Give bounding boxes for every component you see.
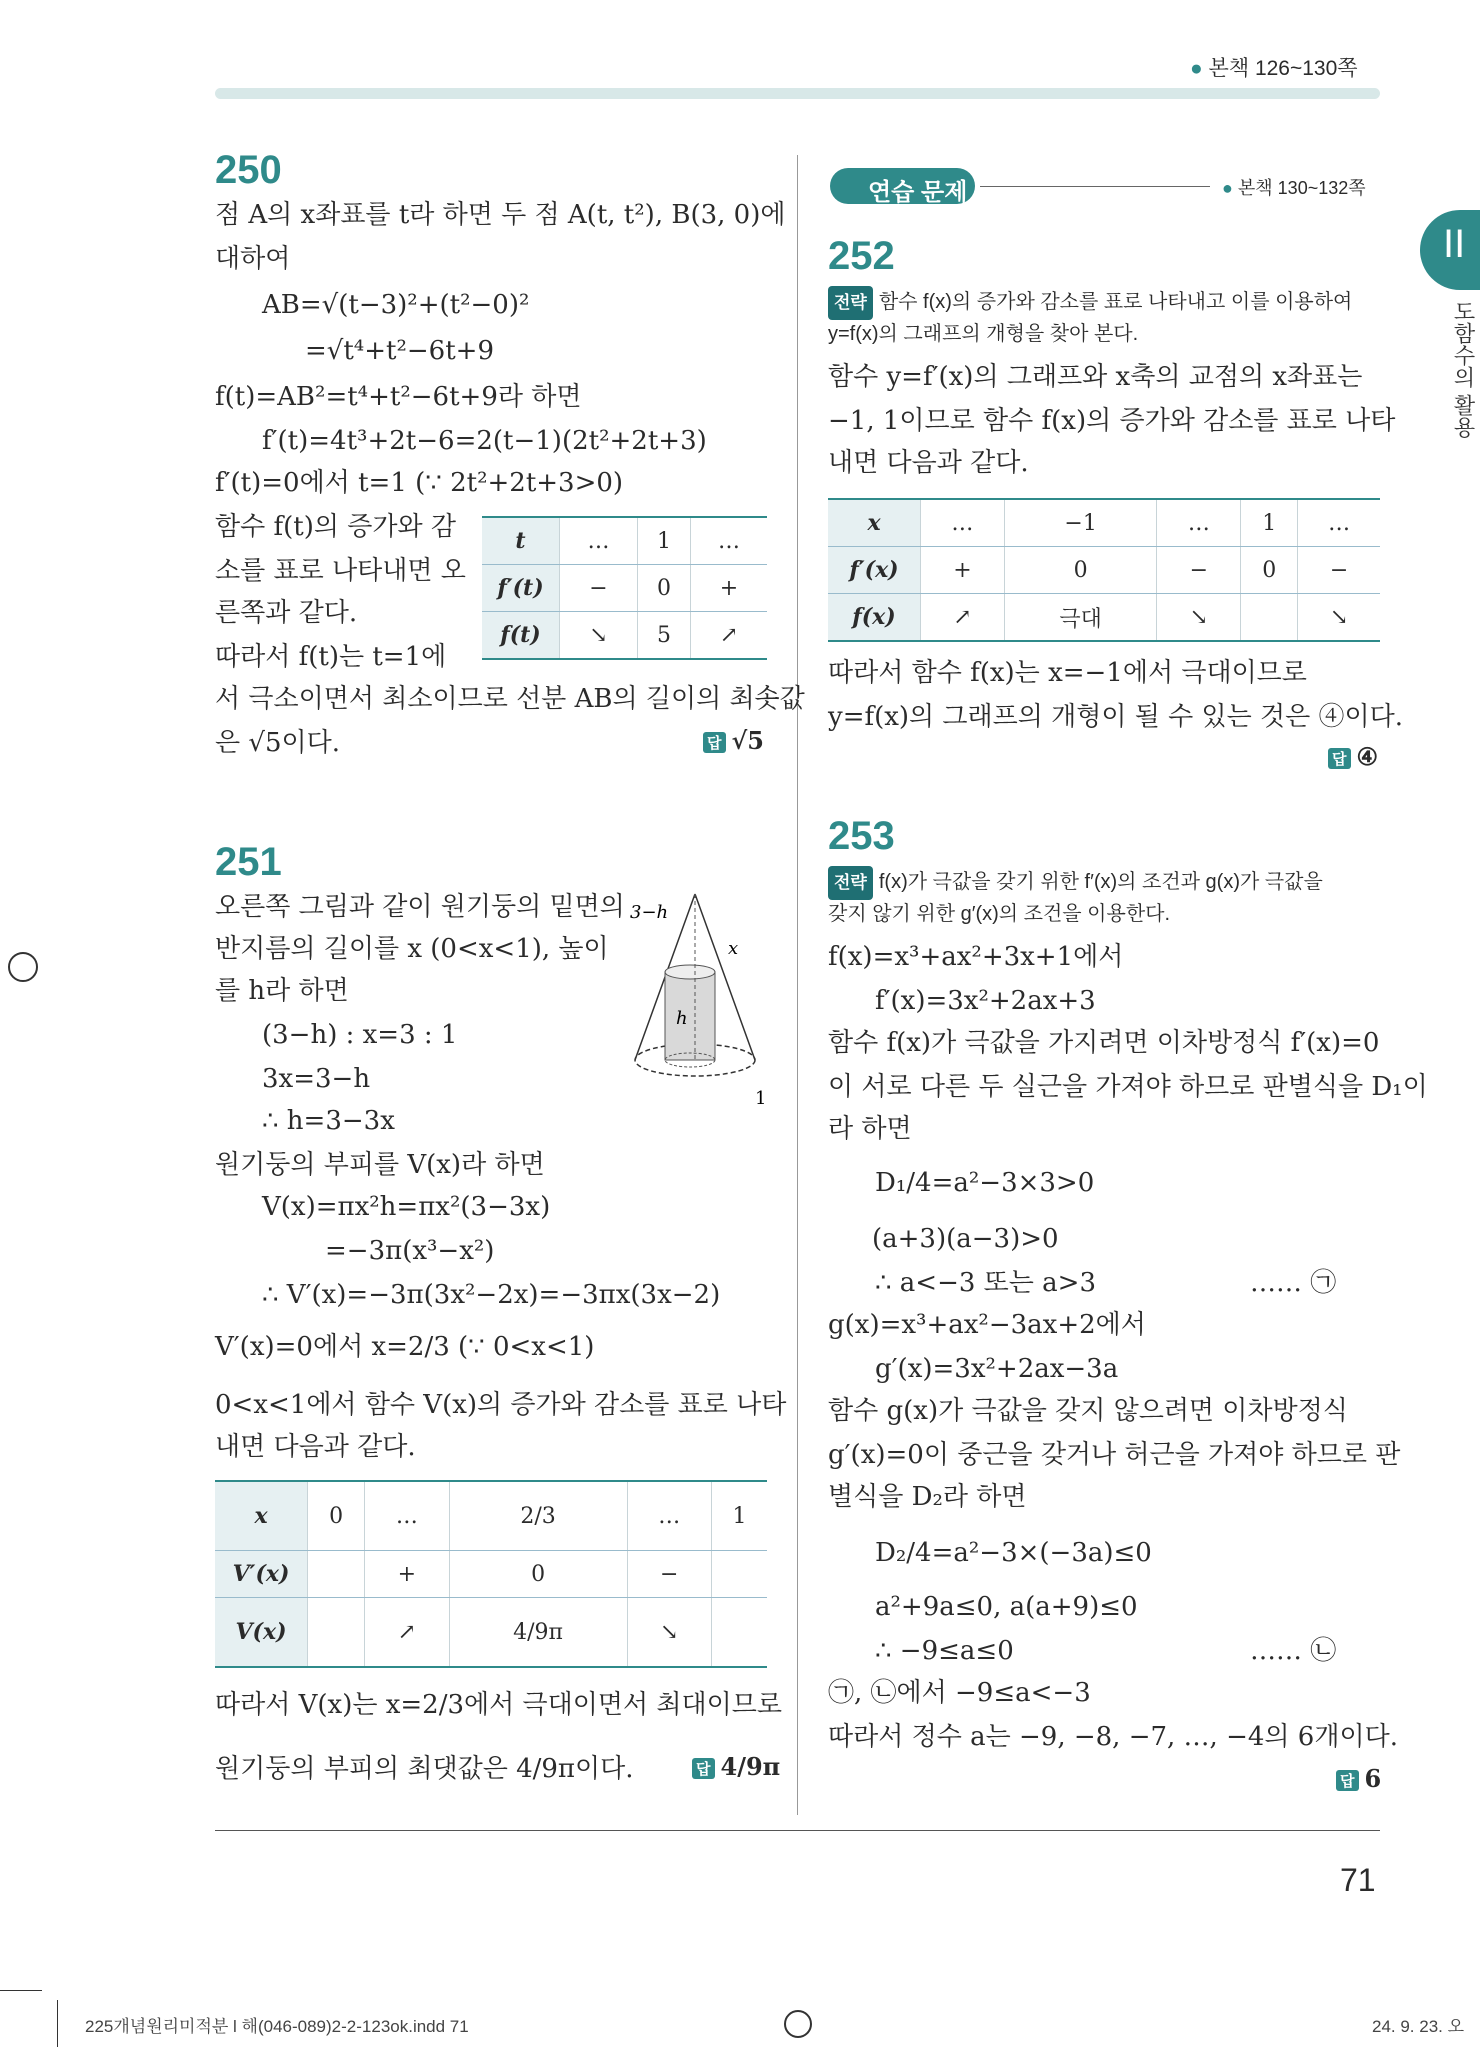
cone-cylinder-figure — [620, 882, 780, 1112]
bullet-icon: ● — [1222, 178, 1233, 198]
table-cell: V(x) — [215, 1598, 308, 1668]
table-cell: −1 — [1004, 499, 1157, 547]
table-cell — [308, 1598, 365, 1668]
p253-line: g(x)=x³+ax²−3ax+2에서 — [828, 1310, 1146, 1340]
crop-mark — [0, 1990, 42, 1991]
p252-answer — [1328, 742, 1378, 771]
p250-line: 른쪽과 같다. — [215, 598, 358, 628]
p251-line: 따라서 V(x)는 x=2/3에서 극대이면서 최대이므로 — [215, 1690, 782, 1720]
p253-line: (a+3)(a−3)>0 — [872, 1224, 1059, 1254]
p253-line: a²+9a≤0, a(a+9)≤0 — [875, 1592, 1138, 1622]
table-cell: ↗ — [365, 1598, 449, 1668]
table-cell — [711, 1598, 767, 1668]
p253-line: g′(x)=0이 중근을 갖거나 허근을 가져야 하므로 판 — [828, 1440, 1401, 1470]
p253-line: f′(x)=3x²+2ax+3 — [875, 986, 1096, 1016]
practice-header — [830, 160, 1380, 210]
table-cell: V′(x) — [215, 1551, 308, 1598]
table-row — [828, 499, 1380, 547]
p252-line: 내면 다음과 같다. — [828, 448, 1029, 478]
p251-line: 3x=3−h — [262, 1064, 371, 1094]
table-cell: f′(t) — [482, 565, 560, 612]
p253-line: 따라서 정수 a는 −9, −8, −7, …, −4의 6개이다. — [828, 1722, 1398, 1752]
p251-line: 를 h라 하면 — [215, 976, 349, 1006]
p250-answer — [703, 726, 764, 755]
table-cell: 1 — [638, 517, 691, 565]
table-cell: ↗ — [691, 612, 767, 660]
answer-label: 답 — [692, 1758, 715, 1779]
p250-line: AB=√(t−3)²+(t²−0)² — [262, 290, 530, 320]
table-row — [482, 565, 767, 612]
table-cell: − — [627, 1551, 711, 1598]
p253-line: D₁/4=a²−3×3>0 — [875, 1168, 1095, 1198]
table-cell: 0 — [449, 1551, 627, 1598]
table-cell: … — [921, 499, 1005, 547]
problem-252-number: 252 — [828, 234, 895, 278]
table-cell: 0 — [1004, 547, 1157, 594]
crop-mark — [57, 2000, 58, 2047]
p253-line: 함수 f(x)가 극값을 가지려면 이차방정식 f′(x)=0 — [828, 1028, 1380, 1058]
p250-line: 점 A의 x좌표를 t라 하면 두 점 A(t, t²), B(3, 0)에 — [215, 200, 786, 230]
problem-250-number: 250 — [215, 148, 282, 192]
table-row — [482, 612, 767, 660]
table-cell — [1241, 594, 1298, 642]
p253-line: f(x)=x³+ax²+3x+1에서 — [828, 942, 1124, 972]
p253-answer — [1336, 1764, 1381, 1793]
p252-line: y=f(x)의 그래프의 개형이 될 수 있는 것은 ④이다. — [828, 702, 1404, 732]
table-cell: 0 — [1241, 547, 1298, 594]
p253-line: 함수 g(x)가 극값을 갖지 않으려면 이차방정식 — [828, 1396, 1348, 1426]
strategy-label: 전략 — [828, 286, 873, 320]
table-cell: 4/9π — [449, 1598, 627, 1668]
table-row — [215, 1598, 767, 1668]
p250-line: f′(t)=0에서 t=1 (∵ 2t²+2t+3>0) — [215, 468, 624, 498]
cylinder-body — [665, 972, 715, 1060]
p250-line: 함수 f(t)의 증가와 감 — [215, 512, 456, 542]
table-cell: 0 — [308, 1481, 365, 1551]
cylinder-top — [665, 965, 715, 979]
figure-label: x — [728, 938, 739, 959]
table-cell — [711, 1551, 767, 1598]
p250-table — [482, 516, 767, 660]
p253-line: …… ㉠ — [1250, 1268, 1337, 1298]
practice-rule — [980, 186, 1210, 187]
p251-line: V′(x)=0에서 x=2/3 (∵ 0<x<1) — [215, 1332, 595, 1362]
table-cell: f′(x) — [828, 547, 921, 594]
table-cell: ↗ — [921, 594, 1005, 642]
print-filename: 225개념원리미적분 l 해(046-089)2-2-123ok.indd 71 — [85, 2017, 469, 2036]
table-row — [482, 517, 767, 565]
table-cell: 2/3 — [449, 1481, 627, 1551]
p250-line: f(t)=AB²=t⁴+t²−6t+9라 하면 — [215, 382, 582, 412]
print-date: 24. 9. 23. 오 — [1372, 2017, 1465, 2036]
problem-251-number: 251 — [215, 840, 282, 884]
answer-value: 4/9π — [720, 1752, 781, 1781]
p253-line: ∴ a<−3 또는 a>3 — [875, 1268, 1097, 1298]
p251-table — [215, 1480, 767, 1668]
column-divider — [797, 155, 798, 1815]
p252-table — [828, 498, 1380, 642]
header-bar — [215, 88, 1380, 99]
p253-line: ㉠, ㉡에서 −9≤a<−3 — [828, 1678, 1091, 1708]
p250-line: 소를 표로 나타내면 오 — [215, 556, 466, 586]
bottom-rule — [215, 1830, 1380, 1831]
table-cell: … — [560, 517, 638, 565]
answer-value: √5 — [731, 726, 764, 755]
table-row — [828, 594, 1380, 642]
table-cell: 1 — [711, 1481, 767, 1551]
p251-line: 내면 다음과 같다. — [215, 1432, 416, 1462]
table-cell: f(t) — [482, 612, 560, 660]
p253-strategy: 전략 f(x)가 극값을 갖기 위한 f′(x)의 조건과 g(x)가 극값을 — [828, 866, 1323, 900]
p251-line: 반지름의 길이를 x (0<x<1), 높이 — [215, 934, 609, 964]
table-cell: … — [365, 1481, 449, 1551]
registration-mark-icon — [8, 952, 38, 982]
table-cell: ↘ — [1298, 594, 1380, 642]
p253-line: …… ㉡ — [1250, 1636, 1337, 1666]
table-cell: ↘ — [627, 1598, 711, 1668]
table-cell: … — [1298, 499, 1380, 547]
table-cell: 1 — [1241, 499, 1298, 547]
table-cell: + — [921, 547, 1005, 594]
strategy-label: 전략 — [828, 866, 873, 900]
table-cell: 5 — [638, 612, 691, 660]
p251-line: ∴ h=3−3x — [262, 1106, 395, 1136]
p251-line: 오른쪽 그림과 같이 원기둥의 밑면의 — [215, 892, 625, 922]
table-cell — [308, 1551, 365, 1598]
p251-line: ∴ V′(x)=−3π(3x²−2x)=−3πx(3x−2) — [262, 1280, 721, 1310]
p250-line: 은 √5이다. — [215, 728, 340, 758]
answer-label: 답 — [1328, 748, 1351, 769]
table-cell: t — [482, 517, 560, 565]
p251-line: (3−h) : x=3 : 1 — [262, 1020, 458, 1050]
chapter-number: II — [1443, 222, 1466, 266]
p250-line: =√t⁴+t²−6t+9 — [305, 336, 494, 366]
p251-line: =−3π(x³−x²) — [325, 1236, 495, 1266]
p253-line: 별식을 D₂라 하면 — [828, 1482, 1027, 1512]
p252-line: 함수 y=f′(x)의 그래프와 x축의 교점의 x좌표는 — [828, 362, 1363, 392]
p253-line: 이 서로 다른 두 실근을 가져야 하므로 판별식을 D₁이 — [828, 1072, 1428, 1102]
p253-line: 라 하면 — [828, 1114, 912, 1144]
p250-line: 서 극소이면서 최소이므로 선분 AB의 길이의 최솟값 — [215, 684, 805, 714]
table-cell: + — [691, 565, 767, 612]
figure-label: 3−h — [630, 902, 669, 923]
p250-line: 따라서 f(t)는 t=1에 — [215, 642, 447, 672]
table-cell: x — [828, 499, 921, 547]
table-cell: ↘ — [1157, 594, 1241, 642]
registration-mark-icon — [784, 2010, 812, 2038]
table-cell: … — [627, 1481, 711, 1551]
chapter-title: 도함수의 활용 — [1451, 300, 1476, 439]
p251-line: 원기둥의 부피를 V(x)라 하면 — [215, 1150, 545, 1180]
table-cell: … — [1157, 499, 1241, 547]
table-cell: − — [560, 565, 638, 612]
answer-label: 답 — [703, 732, 726, 753]
table-row — [828, 547, 1380, 594]
practice-title: 연습 문제 — [868, 179, 968, 206]
table-row — [215, 1551, 767, 1598]
figure-label: h — [676, 1008, 688, 1029]
answer-value: 6 — [1364, 1764, 1382, 1793]
p253-strategy-cont: 갖지 않기 위한 g′(x)의 조건을 이용한다. — [828, 903, 1171, 925]
table-cell: f(x) — [828, 594, 921, 642]
figure-label: 1 — [755, 1088, 767, 1109]
p250-line: f′(t)=4t³+2t−6=2(t−1)(2t²+2t+3) — [262, 426, 707, 456]
table-cell: + — [365, 1551, 449, 1598]
table-cell: ↘ — [560, 612, 638, 660]
p251-line: V(x)=πx²h=πx²(3−3x) — [262, 1192, 551, 1222]
table-row — [215, 1481, 767, 1551]
answer-label: 답 — [1336, 1770, 1359, 1791]
table-cell: … — [691, 517, 767, 565]
p252-strategy: 전략 함수 f(x)의 증가와 감소를 표로 나타내고 이를 이용하여 — [828, 286, 1352, 320]
table-cell: 극대 — [1004, 594, 1157, 642]
p251-line: 0<x<1에서 함수 V(x)의 증가와 감소를 표로 나타 — [215, 1390, 787, 1420]
page-number: 71 — [1340, 1862, 1376, 1898]
table-cell: x — [215, 1481, 308, 1551]
p252-strategy-cont: y=f(x)의 그래프의 개형을 찾아 본다. — [828, 323, 1139, 345]
practice-ref: ● 본책 130~132쪽 — [1222, 178, 1366, 198]
p253-line: D₂/4=a²−3×(−3a)≤0 — [875, 1538, 1152, 1568]
p251-answer — [692, 1752, 780, 1781]
header-reference: ● 본책 126~130쪽 — [1190, 57, 1358, 80]
bullet-icon: ● — [1190, 57, 1203, 80]
p252-line: 따라서 함수 f(x)는 x=−1에서 극대이므로 — [828, 658, 1307, 688]
p251-line: 원기둥의 부피의 최댓값은 4/9π이다. — [215, 1754, 634, 1784]
table-cell: − — [1157, 547, 1241, 594]
p253-line: ∴ −9≤a≤0 — [875, 1636, 1014, 1666]
table-cell: − — [1298, 547, 1380, 594]
p253-line: g′(x)=3x²+2ax−3a — [875, 1354, 1119, 1384]
p250-line: 대하여 — [215, 244, 291, 274]
table-cell: 0 — [638, 565, 691, 612]
problem-253-number: 253 — [828, 814, 895, 858]
p252-line: −1, 1이므로 함수 f(x)의 증가와 감소를 표로 나타 — [828, 406, 1396, 436]
answer-value: ④ — [1356, 742, 1379, 771]
